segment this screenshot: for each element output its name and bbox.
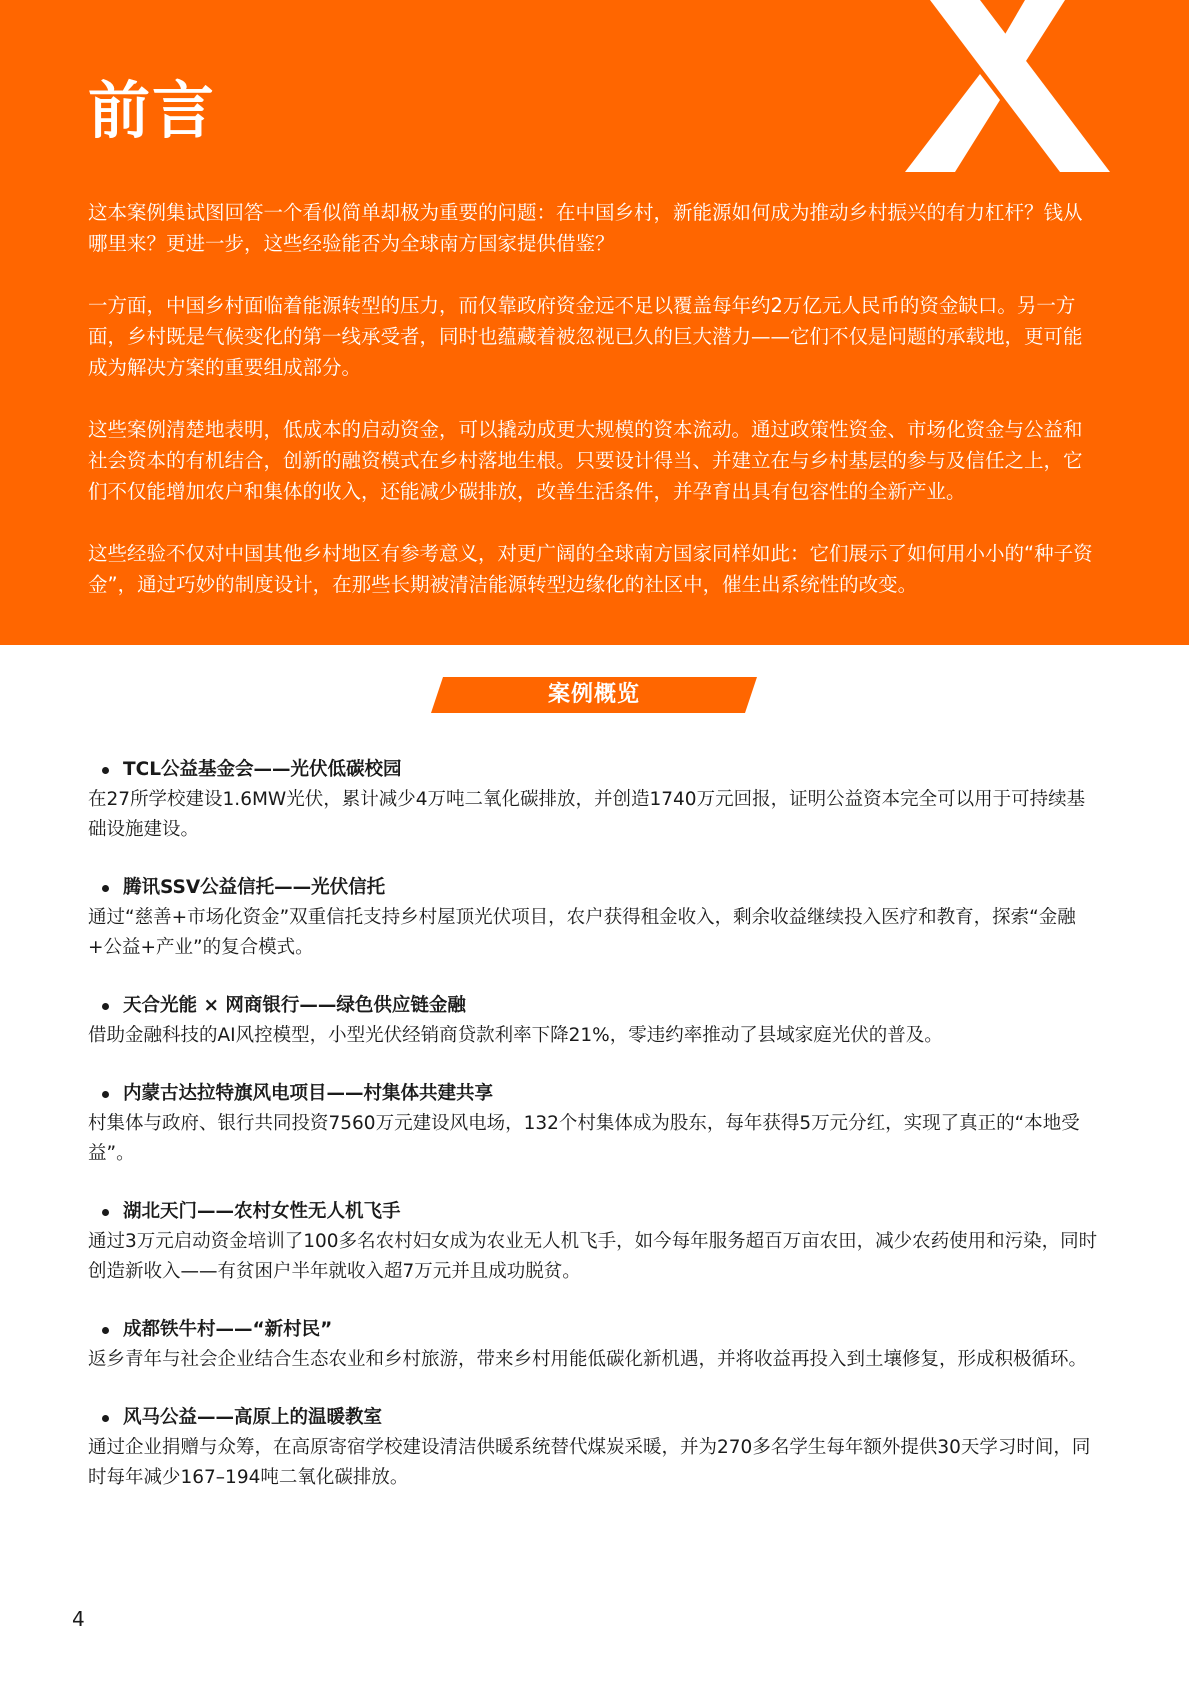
overview-heading: 案例概览 <box>547 682 640 707</box>
bullet-icon <box>102 767 109 774</box>
bullet-icon <box>102 1327 109 1334</box>
intro-text <box>88 197 1100 631</box>
case-description: 借助金融科技的AI风控模型，小型光伏经销商贷款利率下降21%，零违约率推动了县域家庭光伏的普及。 <box>88 1025 943 1046</box>
list-item <box>88 1197 1100 1287</box>
bullet-icon <box>102 885 109 892</box>
case-description: 村集体与政府、银行共同投资7560万元建设风电场，132个村集体成为股东，每年获得5万元分红，实现了真正的“本地受益”。 <box>88 1113 1080 1164</box>
intro-paragraph: 这本案例集试图回答一个看似简单却极为重要的问题：在中国乡村，新能源如何成为推动乡村振兴的有力杠杆？钱从哪里来？更进一步，这些经验能否为全球南方国家提供借鉴？ <box>88 201 1083 255</box>
list-item <box>88 1403 1100 1493</box>
case-title: 风马公益——高原上的温暖教室 <box>123 1407 383 1428</box>
case-title: 天合光能 × 网商银行——绿色供应链金融 <box>123 995 466 1016</box>
bullet-icon <box>102 1091 109 1098</box>
intro-paragraph: 这些案例清楚地表明，低成本的启动资金，可以撬动成更大规模的资本流动。通过政策性资金、市场化资金与公益和社会资本的有机结合，创新的融资模式在乡村落地生根。只要设计得当、并建立在与乡村基层的参与及信任之上，它们不仅能增加农户和集体的收入，还能减少碳排放，改善生活条件，并孕育出具有包容性的全新产业。 <box>88 418 1083 503</box>
bullet-icon <box>102 1415 109 1422</box>
bullet-icon <box>102 1209 109 1216</box>
case-list <box>88 755 1100 1521</box>
list-item <box>88 755 1100 845</box>
case-title: 腾讯SSV公益信托——光伏信托 <box>123 877 386 898</box>
case-title: 成都铁牛村——“新村民” <box>123 1319 333 1340</box>
case-description: 返乡青年与社会企业结合生态农业和乡村旅游，带来乡村用能低碳化新机遇，并将收益再投入到土壤修复，形成积极循环。 <box>88 1349 1088 1370</box>
list-item <box>88 873 1100 963</box>
page-number: 4 <box>72 1607 85 1631</box>
list-item <box>88 1315 1100 1375</box>
bullet-icon <box>102 1003 109 1010</box>
case-title: 内蒙古达拉特旗风电项目——村集体共建共享 <box>123 1083 494 1104</box>
page-title: 前言 <box>88 74 217 147</box>
case-title: TCL公益基金会——光伏低碳校园 <box>123 759 402 780</box>
case-description: 通过企业捐赠与众筹，在高原寄宿学校建设清洁供暖系统替代煤炭采暖，并为270多名学生每年额外提供30天学习时间，同时每年减少167–194吨二氧化碳排放。 <box>88 1437 1091 1488</box>
intro-paragraph: 一方面，中国乡村面临着能源转型的压力，而仅靠政府资金远不足以覆盖每年约2万亿元人民币的资金缺口。另一方面，乡村既是气候变化的第一线承受者，同时也蕴藏着被忽视已久的巨大潜力——它们不仅是问题的承载地，更可能成为解决方案的重要组成部分。 <box>88 294 1083 379</box>
intro-paragraph: 这些经验不仅对中国其他乡村地区有参考意义，对更广阔的全球南方国家同样如此：它们展示了如何用小小的“种子资金”，通过巧妙的制度设计，在那些长期被清洁能源转型边缘化的社区中，催生出系统性的改变。 <box>88 542 1093 596</box>
case-description: 通过“慈善+市场化资金”双重信托支持乡村屋顶光伏项目，农户获得租金收入，剩余收益继续投入医疗和教育，探索“金融+公益+产业”的复合模式。 <box>88 907 1076 958</box>
case-description: 在27所学校建设1.6MW光伏，累计减少4万吨二氧化碳排放，并创造1740万元回报，证明公益资本完全可以用于可持续基础设施建设。 <box>88 789 1086 840</box>
x-decor-icon <box>905 0 1110 172</box>
case-description: 通过3万元启动资金培训了100多名农村妇女成为农业无人机飞手，如今每年服务超百万亩农田，减少农药使用和污染，同时创造新收入——有贫困户半年就收入超7万元并且成功脱贫。 <box>88 1231 1098 1282</box>
foreword-section <box>0 0 1189 645</box>
case-title: 湖北天门——农村女性无人机飞手 <box>123 1201 401 1222</box>
overview-banner <box>431 677 757 713</box>
list-item <box>88 991 1100 1051</box>
list-item <box>88 1079 1100 1169</box>
